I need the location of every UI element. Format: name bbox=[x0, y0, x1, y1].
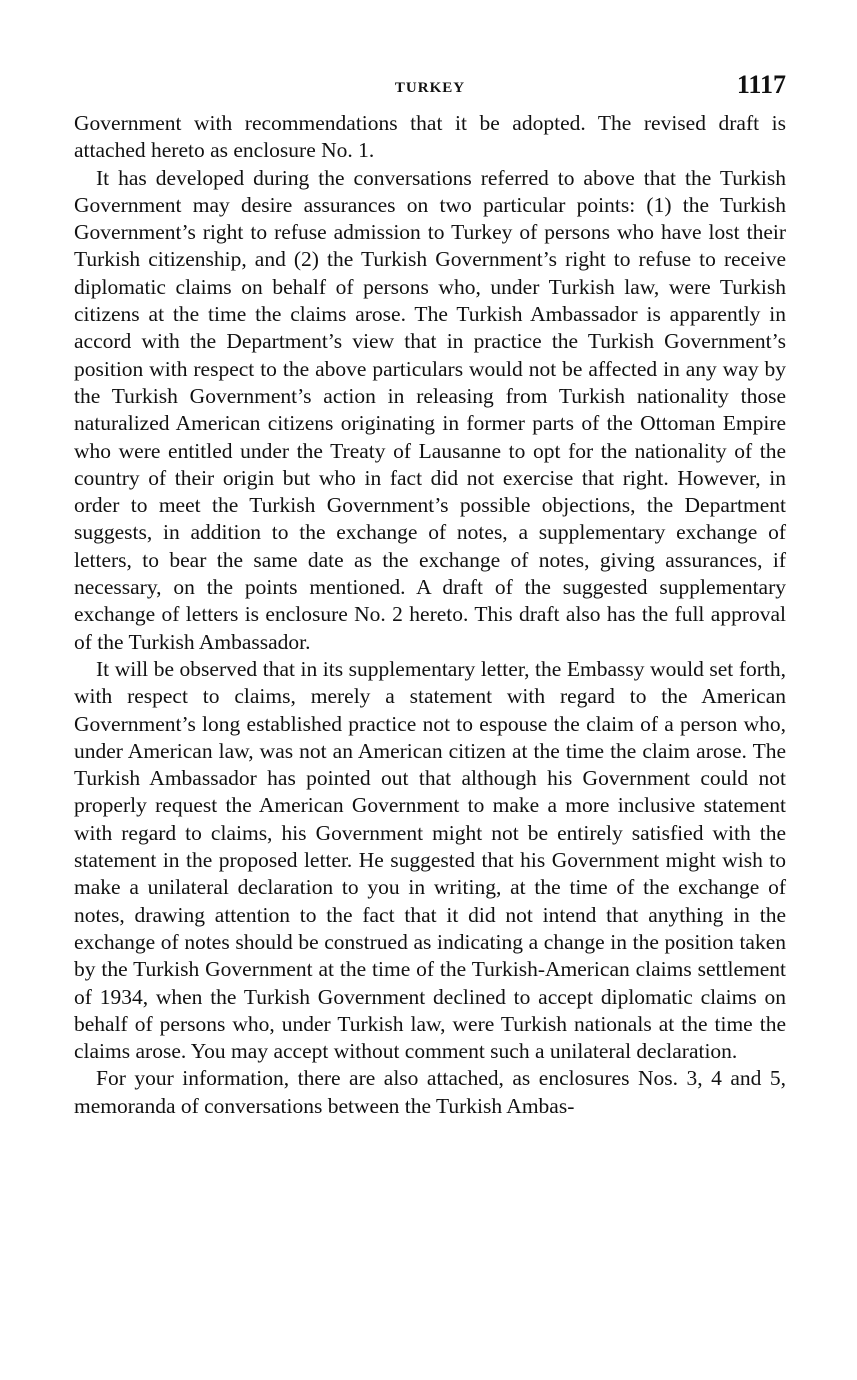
paragraph-continuation: Government with recommendations that it be adopted. The revised draft is attached hereto as enclosure No. 1. bbox=[74, 111, 786, 163]
body-text bbox=[74, 110, 786, 1120]
page-header bbox=[74, 70, 786, 110]
paragraph: It has developed during the conversations referred to above that the Turkish Government may desire assurances on two particular points: (1) the Turkish Government’s right to refuse admission to Turkey of persons who have lost their Turkish citizenship, and (2) the Turkish Government’s right to refuse to receive diplomatic claims on behalf of persons who, under Turkish law, were Turkish citizens at the time the claims arose. The Turkish Ambassador is apparently in accord with the Department’s view that in practice the Turkish Government’s position with respect to the above particulars would not be affected in any way by the Turkish Government’s action in releasing from Turkish nationality those naturalized American citizens originating in former parts of the Ottoman Empire who were entitled under the Treaty of Lausanne to opt for the nationality of the country of their origin but who in fact did not exercise that right. However, in order to meet the Turkish Government’s possible objections, the Department suggests, in addition to the exchange of notes, a supplementary exchange of letters, to bear the same date as the exchange of notes, giving assurances, if necessary, on the points mentioned. A draft of the suggested supplementary exchange of letters is enclosure No. 2 hereto. This draft also has the full approval of the Turkish Ambassador. bbox=[74, 165, 786, 654]
page-number: 1117 bbox=[736, 70, 786, 99]
paragraph: It will be observed that in its supplementary letter, the Embassy would set forth, with respect to claims, merely a statement with regard to the American Government’s long established practice not to espouse the claim of a person who, under American law, was not an American citizen at the time the claim arose. The Turkish Ambassador has pointed out that although his Government could not properly request the American Government to make a more inclusive statement with regard to claims, his Government might not be entirely satisfied with the statement in the proposed letter. He suggested that his Government might wish to make a unilateral declaration to you in writing, at the time of the exchange of notes, drawing attention to the fact that it did not intend that anything in the exchange of notes should be construed as indicating a change in the position taken by the Turkish Government at the time of the Turkish-American claims settlement of 1934, when the Turkish Government declined to accept diplomatic claims on behalf of persons who, under Turkish law, were Turkish nationals at the time the claims arose. You may accept without comment such a unilateral declaration. bbox=[74, 656, 786, 1064]
document-page bbox=[74, 70, 786, 1120]
paragraph: For your information, there are also attached, as enclosures Nos. 3, 4 and 5, memoranda of conversations between the Turkish Ambas- bbox=[74, 1066, 786, 1118]
running-head: TURKEY bbox=[394, 80, 466, 96]
